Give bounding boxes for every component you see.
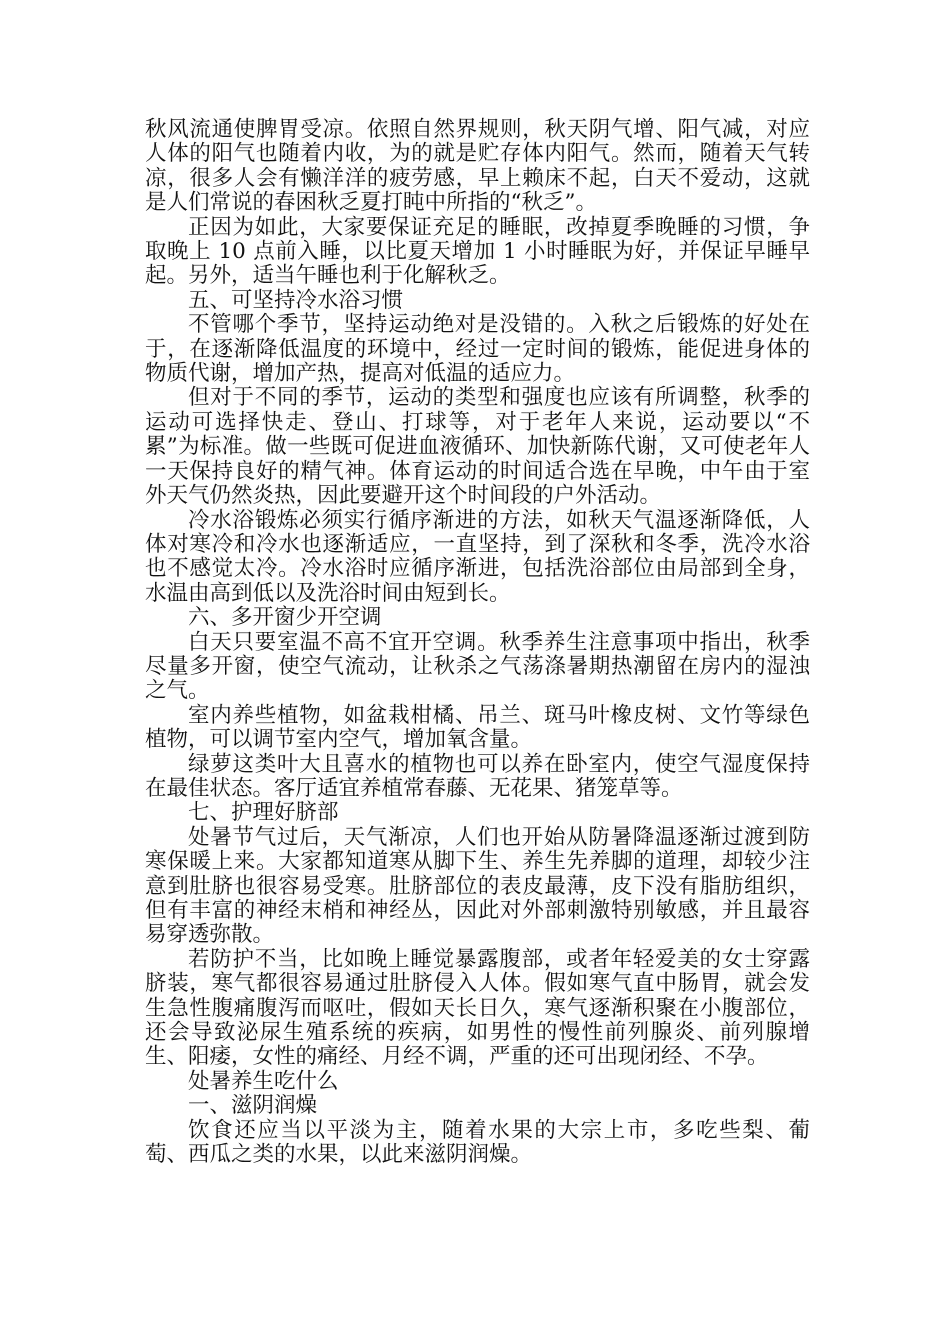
paragraph: 正因为如此，大家要保证充足的睡眠，改掉夏季晚睡的习惯，争取晚上 10 点前入睡，以比夏天增加 1 小时睡眠为好，并保证早睡早起。另外，适当午睡也利于化解秋乏。 bbox=[145, 214, 810, 289]
document-body bbox=[145, 118, 810, 1167]
paragraph: 室内养些植物，如盆栽柑橘、吊兰、斑马叶橡皮树、文竹等绿色植物，可以调节室内空气，增加氧含量。 bbox=[145, 702, 810, 753]
section-heading: 处暑养生吃什么 bbox=[188, 1068, 339, 1094]
section-heading: 五、可坚持冷水浴习惯 bbox=[188, 287, 404, 313]
paragraph: 不管哪个季节，坚持运动绝对是没错的。入秋之后锻炼的好处在于，在逐渐降低温度的环境中，经过一定时间的锻炼，能促进身体的物质代谢，增加产热，提高对低温的适应力。 bbox=[145, 312, 810, 387]
section-heading: 六、多开窗少开空调 bbox=[188, 605, 382, 631]
paragraph: 秋风流通使脾胃受凉。依照自然界规则，秋天阴气增、阳气减，对应人体的阳气也随着内收，为的就是贮存体内阳气。然而，随着天气转凉，很多人会有懒洋洋的疲劳感，早上赖床不起，白天不爱动，这就是人们常说的春困秋乏夏打盹中所指的“秋乏”。 bbox=[145, 117, 810, 216]
paragraph: 白天只要室温不高不宜开空调。秋季养生注意事项中指出，秋季尽量多开窗，使空气流动，让秋杀之气荡涤暑期热潮留在房内的湿浊之气。 bbox=[145, 629, 810, 704]
paragraph: 若防护不当，比如晚上睡觉暴露腹部，或者年轻爱美的女士穿露脐装，寒气都很容易通过肚脐侵入人体。假如寒气直中肠胃，就会发生急性腹痛腹泻而呕吐，假如天长日久，寒气逐渐积聚在小腹部位，还会导致泌尿生殖系统的疾病，如男性的慢性前列腺炎、前列腺增生、阳痿，女性的痛经、月经不调，严重的还可出现闭经、不孕。 bbox=[145, 946, 810, 1070]
section-heading: 一、滋阴润燥 bbox=[188, 1093, 318, 1119]
paragraph: 冷水浴锻炼必须实行循序渐进的方法，如秋天气温逐渐降低，人体对寒冷和冷水也逐渐适应，一直坚持，到了深秋和冬季，洗冷水浴也不感觉太冷。冷水浴时应循序渐进，包括洗浴部位由局部到全身，水温由高到低以及洗浴时间由短到长。 bbox=[145, 507, 810, 606]
paragraph: 绿萝这类叶大且喜水的植物也可以养在卧室内，使空气湿度保持在最佳状态。客厅适宜养植常春藤、无花果、猪笼草等。 bbox=[145, 751, 810, 801]
section-heading: 七、护理好脐部 bbox=[188, 800, 339, 826]
paragraph: 饮食还应当以平淡为主，随着水果的大宗上市，多吃些梨、葡萄、西瓜之类的水果，以此来滋阴润燥。 bbox=[145, 1117, 810, 1168]
paragraph: 处暑节气过后，天气渐凉，人们也开始从防暑降温逐渐过渡到防寒保暖上来。大家都知道寒从脚下生、养生先养脚的道理，却较少注意到肚脐也很容易受寒。肚脐部位的表皮最薄，皮下没有脂肪组织，但有丰富的神经末梢和神经丛，因此对外部刺激特别敏感，并且最容易穿透弥散。 bbox=[145, 824, 810, 948]
paragraph: 但对于不同的季节，运动的类型和强度也应该有所调整，秋季的运动可选择快走、登山、打球等，对于老年人来说，运动要以“不累”为标准。做一些既可促进血液循环、加快新陈代谢，又可使老年人一天保持良好的精气神。体育运动的时间适合选在早晚，中午由于室外天气仍然炎热，因此要避开这个时间段的户外活动。 bbox=[145, 385, 810, 509]
